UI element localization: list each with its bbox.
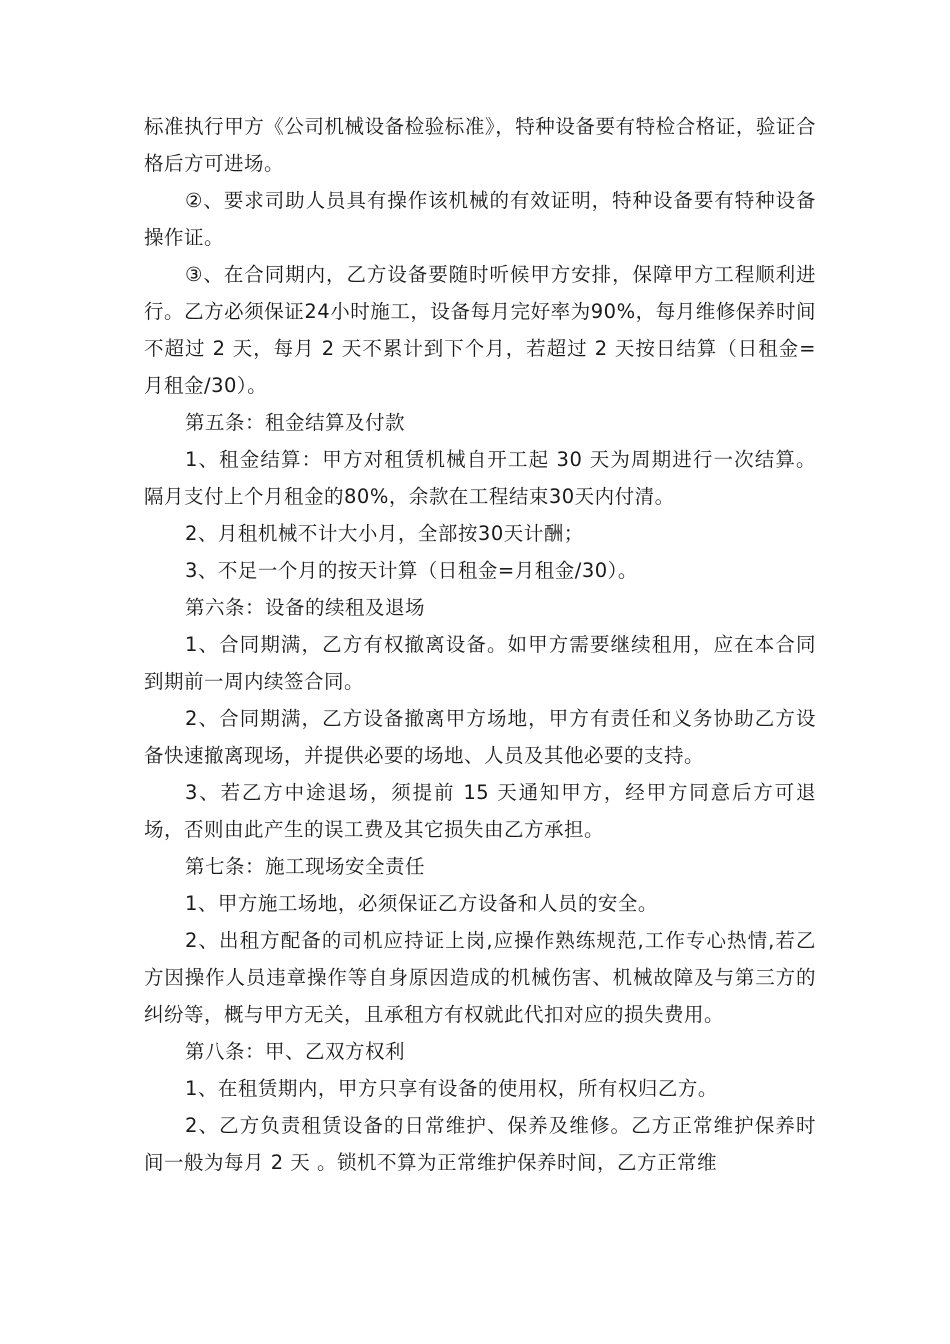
paragraph-equipment-withdrawal: 2、合同期满，乙方设备撤离甲方场地，甲方有责任和义务协助乙方设备快速撤离现场，并提供必要的场地、人员及其他必要的支持。 bbox=[144, 707, 816, 767]
paragraph-usage-rights: 1、在租赁期内，甲方只享有设备的使用权，所有权归乙方。 bbox=[185, 1077, 718, 1100]
paragraph-operator-certificate: ②、要求司助人员具有操作该机械的有效证明，特种设备要有特种设备操作证。 bbox=[144, 189, 816, 249]
paragraph-daily-rent: 3、不足一个月的按天计算（日租金=月租金/30）。 bbox=[185, 559, 638, 582]
heading-article-5: 第五条：租金结算及付款 bbox=[185, 411, 406, 434]
paragraph-early-exit: 3、若乙方中途退场，须提前 15 天通知甲方，经甲方同意后方可退场，否则由此产生的误工费及其它损失由乙方承担。 bbox=[144, 781, 816, 841]
paragraph-rent-settlement: 1、租金结算：甲方对租赁机械自开工起 30 天为周期进行一次结算。隔月支付上个月租金的80%，余款在工程结束30天内付清。 bbox=[144, 448, 816, 508]
paragraph-equipment-availability: ③、在合同期内，乙方设备要随时听候甲方安排，保障甲方工程顺利进行。乙方必须保证24小时施工，设备每月完好率为90%，每月维修保养时间不超过 2 天，每月 2 天不累计到下个月，若超过 2 天按日结算（日租金=月租金/30）。 bbox=[144, 263, 816, 397]
document-body bbox=[144, 108, 816, 1181]
heading-article-7: 第七条：施工现场安全责任 bbox=[185, 855, 426, 878]
paragraph-maintenance: 2、乙方负责租赁设备的日常维护、保养及维修。乙方正常维护保养时间一般为每月 2 天 。锁机不算为正常维护保养时间，乙方正常维 bbox=[144, 1114, 816, 1174]
paragraph-inspection-standard: 标准执行甲方《公司机械设备检验标准》，特种设备要有特检合格证，验证合格后方可进场。 bbox=[144, 115, 816, 175]
paragraph-site-safety: 1、甲方施工场地，必须保证乙方设备和人员的安全。 bbox=[185, 892, 658, 915]
heading-article-6: 第六条：设备的续租及退场 bbox=[185, 596, 426, 619]
heading-article-8: 第八条：甲、乙双方权利 bbox=[185, 1040, 406, 1063]
paragraph-monthly-rent: 2、月租机械不计大小月，全部按30天计酬； bbox=[185, 522, 584, 545]
paragraph-driver-responsibility: 2、出租方配备的司机应持证上岗,应操作熟练规范,工作专心热情,若乙方因操作人员违章操作等自身原因造成的机械伤害、机械故障及与第三方的纠纷等，概与甲方无关，且承租方有权就此代扣对应的损失费用。 bbox=[144, 929, 816, 1026]
paragraph-contract-renewal: 1、合同期满，乙方有权撤离设备。如甲方需要继续租用，应在本合同到期前一周内续签合同。 bbox=[144, 633, 816, 693]
